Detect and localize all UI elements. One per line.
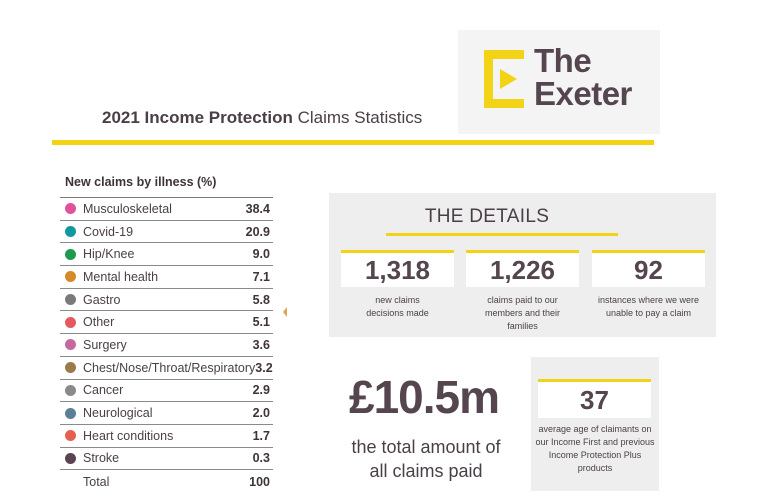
illness-name: Chest/Nose/Throat/Respiratory	[83, 360, 256, 375]
stat-value: 1,226	[466, 253, 579, 287]
table-row	[60, 380, 273, 403]
stat-new-claims	[341, 250, 454, 320]
category-dot-icon	[65, 226, 76, 237]
illness-percentage: 3.6	[252, 337, 270, 352]
category-dot-icon	[65, 271, 76, 282]
category-dot-icon	[65, 430, 76, 441]
category-dot-icon	[65, 362, 76, 373]
details-title-underline	[386, 233, 618, 236]
title-underline	[52, 140, 654, 145]
total-label: Total	[83, 474, 110, 489]
details-panel	[329, 193, 716, 337]
category-dot-icon	[65, 294, 76, 305]
stat-description: instances where we were unable to pay a claim	[597, 295, 700, 318]
table-row	[60, 448, 273, 471]
illness-percentage: 7.1	[252, 269, 270, 284]
table-row	[60, 221, 273, 244]
table-row	[60, 357, 273, 380]
stat-unable-to-pay	[592, 250, 705, 320]
category-dot-icon	[65, 453, 76, 464]
claims-table-heading: New claims by illness (%)	[65, 175, 217, 189]
illness-name: Surgery	[83, 337, 127, 352]
category-dot-icon	[65, 385, 76, 396]
illness-name: Heart conditions	[83, 428, 174, 443]
illness-percentage: 5.1	[252, 315, 270, 330]
average-age-value: 37	[538, 382, 651, 418]
page-title-bold: 2021 Income Protection	[102, 108, 293, 127]
illness-percentage: 5.8	[252, 292, 270, 307]
table-row	[60, 311, 273, 334]
the-exeter-logo	[458, 30, 660, 134]
category-dot-icon	[65, 317, 76, 328]
total-claims-paid-description: the total amount of all claims paid	[351, 437, 501, 481]
left-arrow-icon	[283, 307, 287, 317]
illness-name: Gastro	[83, 292, 121, 307]
illness-percentage: 20.9	[245, 224, 270, 239]
illness-name: Other	[83, 315, 115, 330]
stat-value: 92	[592, 253, 705, 287]
total-value: 100	[249, 474, 270, 489]
illness-name: Hip/Knee	[83, 247, 135, 262]
illness-name: Stroke	[83, 451, 120, 466]
stat-value: 1,318	[341, 253, 454, 287]
illness-percentage: 38.4	[245, 201, 270, 216]
total-claims-paid-value: £10.5m	[349, 371, 500, 423]
table-row	[60, 289, 273, 312]
table-row	[60, 425, 273, 448]
claims-by-illness-table	[60, 198, 273, 493]
illness-percentage: 2.9	[252, 383, 270, 398]
illness-percentage: 2.0	[252, 406, 270, 421]
details-title: THE DETAILS	[424, 206, 550, 227]
illness-percentage: 0.3	[252, 451, 270, 466]
stat-description: claims paid to our members and their families	[484, 295, 561, 331]
category-dot-icon	[65, 408, 76, 419]
logo-wordmark	[534, 44, 632, 110]
table-row	[60, 266, 273, 289]
table-row	[60, 243, 273, 266]
category-dot-icon	[65, 203, 76, 214]
illness-name: Mental health	[83, 269, 159, 284]
table-row	[60, 402, 273, 425]
illness-name: Neurological	[83, 406, 153, 421]
page-title	[102, 108, 422, 128]
table-row	[60, 334, 273, 357]
category-dot-icon	[65, 249, 76, 260]
illness-name: Cancer	[83, 383, 124, 398]
page-title-rest: Claims Statistics	[292, 108, 423, 127]
table-total-row	[60, 470, 273, 493]
illness-name: Musculoskeletal	[83, 201, 172, 216]
stat-description: new claims decisions made	[366, 295, 429, 318]
table-row	[60, 198, 273, 221]
illness-percentage: 1.7	[252, 428, 270, 443]
stat-claims-paid	[466, 250, 579, 333]
logo-word-exeter: Exeter	[534, 75, 632, 112]
average-age-description: average age of claimants on our Income First and previous Income Protection Plus products	[535, 424, 655, 473]
logo-word-the: The	[534, 42, 592, 79]
illness-percentage: 9.0	[252, 247, 270, 262]
illness-name: Covid-19	[83, 224, 134, 239]
exeter-logo-icon	[484, 50, 524, 108]
average-age-panel	[531, 357, 659, 491]
illness-percentage: 3.2	[255, 360, 273, 375]
category-dot-icon	[65, 339, 76, 350]
